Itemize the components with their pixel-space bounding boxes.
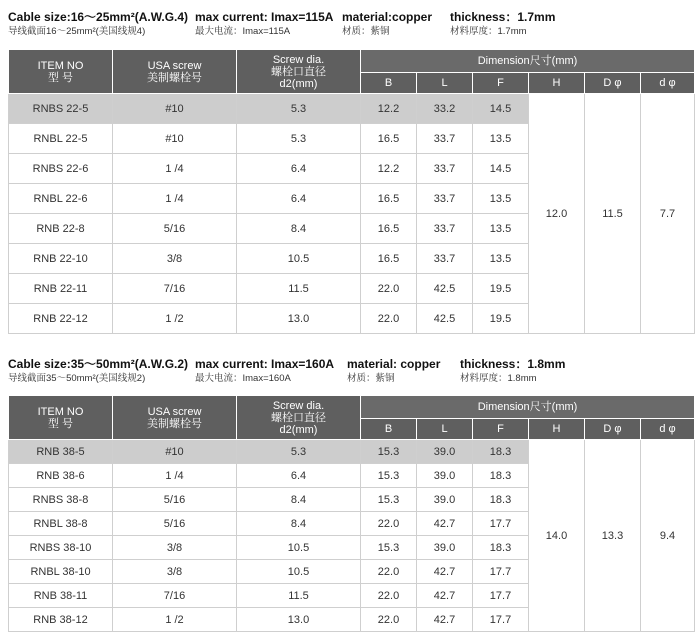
cell-f: 19.5 xyxy=(473,274,529,304)
cell-l: 42.5 xyxy=(417,304,473,334)
cell-f: 13.5 xyxy=(473,244,529,274)
cell-l: 33.7 xyxy=(417,184,473,214)
cell-usa-screw: #10 xyxy=(113,94,237,124)
col-l: L xyxy=(417,419,473,440)
col-f: F xyxy=(473,73,529,94)
cell-item-no: RNBS 22-6 xyxy=(9,154,113,184)
cell-b: 12.2 xyxy=(361,154,417,184)
cell-usa-screw: 5/16 xyxy=(113,512,237,536)
cell-f: 13.5 xyxy=(473,124,529,154)
cell-screw-dia: 8.4 xyxy=(237,488,361,512)
col-usa-screw: USA screw 美制螺栓号 xyxy=(113,396,237,440)
cell-usa-screw: 3/8 xyxy=(113,244,237,274)
cell-screw-dia: 10.5 xyxy=(237,536,361,560)
cell-b: 16.5 xyxy=(361,214,417,244)
col-screw-dia: Screw dia. 螺栓口直径 d2(mm) xyxy=(237,50,361,94)
cell-l: 39.0 xyxy=(417,464,473,488)
col-h: H xyxy=(529,419,585,440)
col-d-outer: D φ xyxy=(585,419,641,440)
col-h: H xyxy=(529,73,585,94)
cell-l: 42.5 xyxy=(417,274,473,304)
cell-l: 42.7 xyxy=(417,608,473,632)
cell-item-no: RNBL 22-6 xyxy=(9,184,113,214)
cell-usa-screw: 1 /4 xyxy=(113,154,237,184)
cell-l: 33.7 xyxy=(417,214,473,244)
cell-item-no: RNB 38-6 xyxy=(9,464,113,488)
cell-d-outer: 13.3 xyxy=(585,440,641,632)
cell-f: 18.3 xyxy=(473,440,529,464)
cell-b: 15.3 xyxy=(361,488,417,512)
cell-l: 42.7 xyxy=(417,584,473,608)
cell-screw-dia: 10.5 xyxy=(237,560,361,584)
cell-screw-dia: 8.4 xyxy=(237,512,361,536)
cell-f: 19.5 xyxy=(473,304,529,334)
cell-h: 14.0 xyxy=(529,440,585,632)
cell-usa-screw: 7/16 xyxy=(113,274,237,304)
table-row xyxy=(9,94,695,124)
col-dimension: Dimension尺寸(mm) xyxy=(361,396,695,419)
cell-item-no: RNB 22-8 xyxy=(9,214,113,244)
thickness: thickness：1.7mm 材料厚度：1.7mm xyxy=(450,10,556,37)
col-b: B xyxy=(361,419,417,440)
cell-item-no: RNBL 38-10 xyxy=(9,560,113,584)
material: material:copper 材质：紫铜 xyxy=(342,10,433,37)
cell-usa-screw: #10 xyxy=(113,440,237,464)
cell-screw-dia: 13.0 xyxy=(237,608,361,632)
cell-screw-dia: 11.5 xyxy=(237,584,361,608)
cell-item-no: RNBS 38-10 xyxy=(9,536,113,560)
cell-b: 22.0 xyxy=(361,304,417,334)
cell-b: 22.0 xyxy=(361,274,417,304)
cell-l: 33.2 xyxy=(417,94,473,124)
cell-f: 17.7 xyxy=(473,512,529,536)
col-screw-dia: Screw dia. 螺栓口直径 d2(mm) xyxy=(237,396,361,440)
cell-item-no: RNB 22-12 xyxy=(9,304,113,334)
col-f: F xyxy=(473,419,529,440)
cell-d-inner: 9.4 xyxy=(641,440,695,632)
cell-l: 33.7 xyxy=(417,244,473,274)
cell-f: 17.7 xyxy=(473,584,529,608)
col-d-inner: d φ xyxy=(641,419,695,440)
cell-b: 16.5 xyxy=(361,124,417,154)
cable-size: Cable size:16～25mm²(A.W.G.4) 导线截面16～25mm²(美国线规4) xyxy=(8,10,189,37)
cell-item-no: RNBS 38-8 xyxy=(9,488,113,512)
cell-d-outer: 11.5 xyxy=(585,94,641,334)
cell-l: 33.7 xyxy=(417,154,473,184)
col-d-outer: D φ xyxy=(585,73,641,94)
cell-usa-screw: 3/8 xyxy=(113,560,237,584)
cell-usa-screw: 5/16 xyxy=(113,488,237,512)
cell-screw-dia: 13.0 xyxy=(237,304,361,334)
cell-b: 15.3 xyxy=(361,440,417,464)
cell-item-no: RNB 38-11 xyxy=(9,584,113,608)
cell-l: 42.7 xyxy=(417,512,473,536)
cell-item-no: RNBL 22-5 xyxy=(9,124,113,154)
cell-screw-dia: 6.4 xyxy=(237,464,361,488)
cell-b: 22.0 xyxy=(361,560,417,584)
thickness: thickness：1.8mm 材料厚度：1.8mm xyxy=(460,357,566,384)
cell-item-no: RNB 38-5 xyxy=(9,440,113,464)
cell-screw-dia: 11.5 xyxy=(237,274,361,304)
cell-l: 39.0 xyxy=(417,440,473,464)
cell-l: 42.7 xyxy=(417,560,473,584)
cell-f: 14.5 xyxy=(473,94,529,124)
cell-b: 22.0 xyxy=(361,608,417,632)
spec-table xyxy=(8,49,695,334)
cell-item-no: RNB 22-10 xyxy=(9,244,113,274)
cell-b: 15.3 xyxy=(361,464,417,488)
cell-screw-dia: 8.4 xyxy=(237,214,361,244)
max-current: max current: Imax=115A 最大电流：Imax=115A xyxy=(195,10,334,37)
cell-f: 14.5 xyxy=(473,154,529,184)
spec-table xyxy=(8,395,695,632)
cell-l: 33.7 xyxy=(417,124,473,154)
col-usa-screw: USA screw 美制螺栓号 xyxy=(113,50,237,94)
cell-usa-screw: 1 /4 xyxy=(113,184,237,214)
material: material: copper 材质：紫铜 xyxy=(347,357,441,384)
cell-b: 16.5 xyxy=(361,244,417,274)
cell-f: 17.7 xyxy=(473,608,529,632)
cell-usa-screw: 3/8 xyxy=(113,536,237,560)
cell-l: 39.0 xyxy=(417,536,473,560)
cell-screw-dia: 10.5 xyxy=(237,244,361,274)
cell-screw-dia: 5.3 xyxy=(237,94,361,124)
max-current: max current: Imax=160A 最大电流：Imax=160A xyxy=(195,357,335,384)
cell-screw-dia: 6.4 xyxy=(237,184,361,214)
cell-f: 13.5 xyxy=(473,184,529,214)
table-row xyxy=(9,440,695,464)
cable-size: Cable size:35～50mm²(A.W.G.2) 导线截面35～50mm²(美国线规2) xyxy=(8,357,189,384)
col-item-no: ITEM NO 型 号 xyxy=(9,396,113,440)
cell-usa-screw: 5/16 xyxy=(113,214,237,244)
cell-h: 12.0 xyxy=(529,94,585,334)
col-d-inner: d φ xyxy=(641,73,695,94)
cell-f: 18.3 xyxy=(473,536,529,560)
spec-header xyxy=(0,0,700,48)
cell-b: 22.0 xyxy=(361,512,417,536)
cell-d-inner: 7.7 xyxy=(641,94,695,334)
cell-screw-dia: 6.4 xyxy=(237,154,361,184)
cell-b: 22.0 xyxy=(361,584,417,608)
col-dimension: Dimension尺寸(mm) xyxy=(361,50,695,73)
col-l: L xyxy=(417,73,473,94)
cell-b: 12.2 xyxy=(361,94,417,124)
col-item-no: ITEM NO 型 号 xyxy=(9,50,113,94)
cell-l: 39.0 xyxy=(417,488,473,512)
cell-b: 15.3 xyxy=(361,536,417,560)
cell-usa-screw: #10 xyxy=(113,124,237,154)
cell-usa-screw: 1 /2 xyxy=(113,304,237,334)
cell-screw-dia: 5.3 xyxy=(237,124,361,154)
cell-item-no: RNB 22-11 xyxy=(9,274,113,304)
cell-f: 17.7 xyxy=(473,560,529,584)
cell-f: 13.5 xyxy=(473,214,529,244)
spec-header xyxy=(0,352,700,394)
cell-screw-dia: 5.3 xyxy=(237,440,361,464)
cell-usa-screw: 1 /2 xyxy=(113,608,237,632)
cell-item-no: RNBS 22-5 xyxy=(9,94,113,124)
col-b: B xyxy=(361,73,417,94)
cell-item-no: RNBL 38-8 xyxy=(9,512,113,536)
cell-f: 18.3 xyxy=(473,464,529,488)
cell-item-no: RNB 38-12 xyxy=(9,608,113,632)
cell-usa-screw: 7/16 xyxy=(113,584,237,608)
cell-usa-screw: 1 /4 xyxy=(113,464,237,488)
section-35-50mm xyxy=(0,352,700,626)
cell-f: 18.3 xyxy=(473,488,529,512)
cell-b: 16.5 xyxy=(361,184,417,214)
